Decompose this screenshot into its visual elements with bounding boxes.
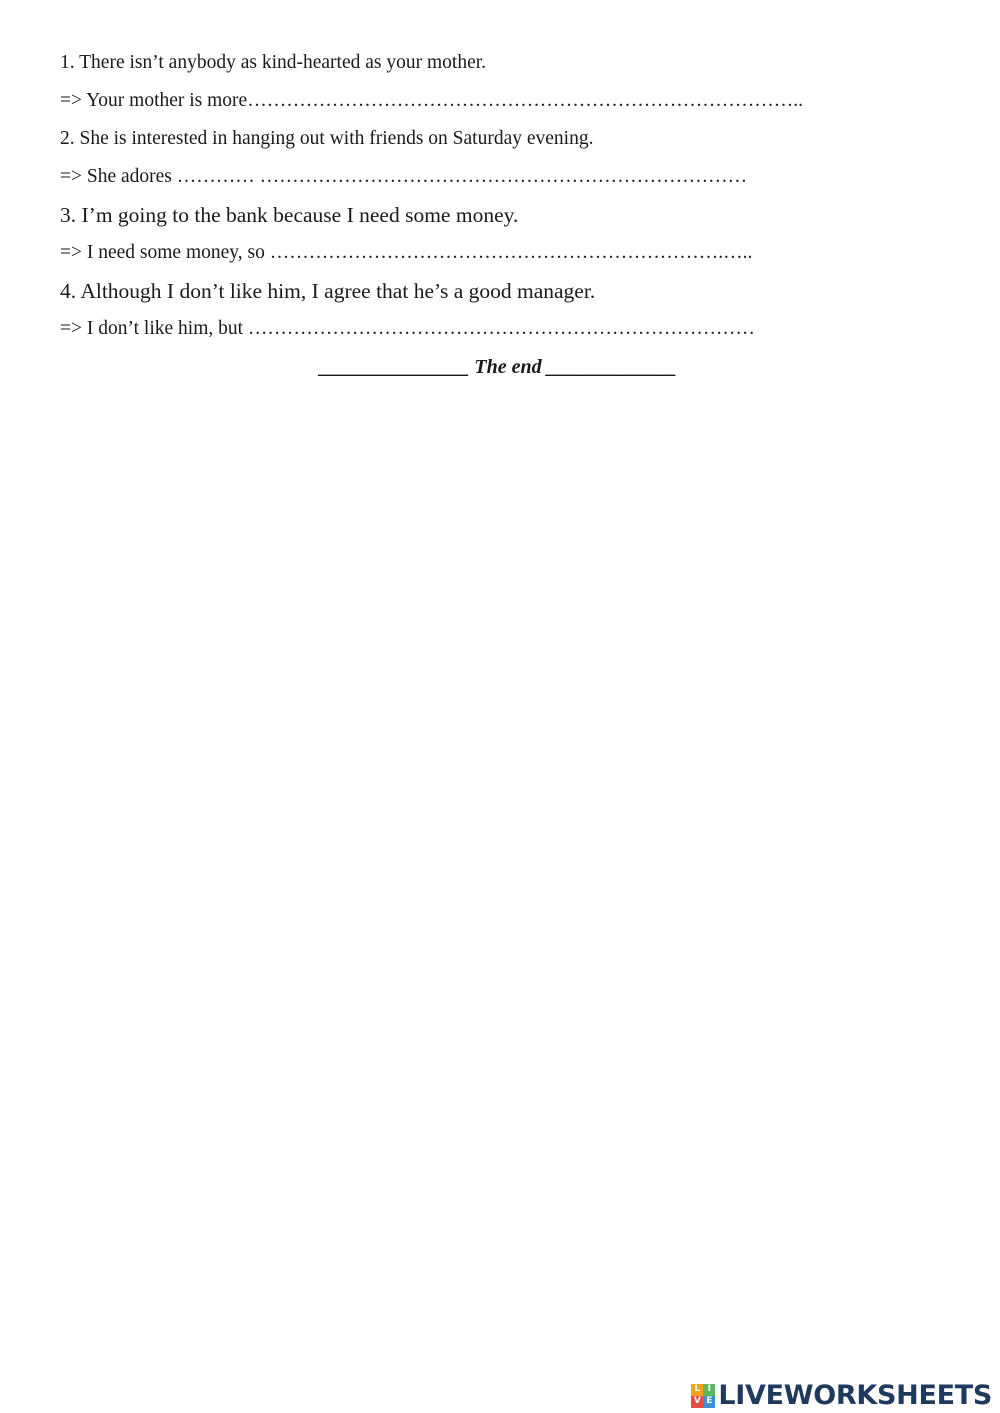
- logo-letter-i: I: [703, 1384, 715, 1396]
- logo-text: LIVEWORKSHEETS: [718, 1380, 992, 1411]
- logo-icon: [691, 1384, 715, 1408]
- question-4: 4. Although I don’t like him, I agree that he’s a good manager.: [60, 279, 596, 303]
- logo-letter-e: E: [703, 1396, 715, 1408]
- answer-line-4[interactable]: => I don’t like him, but ……………………………………………………………………: [60, 318, 755, 339]
- answer-line-1[interactable]: => Your mother is more…………………………………………………………………………..: [60, 90, 803, 111]
- logo-letter-v: V: [691, 1396, 703, 1408]
- question-2: 2. She is interested in hanging out with friends on Saturday evening.: [60, 128, 594, 149]
- answer-line-2[interactable]: => She adores ………… …………………………………………………………………: [60, 166, 748, 187]
- answer-line-3[interactable]: => I need some money, so …………………………………………………………….…..: [60, 242, 753, 263]
- the-end-line: _______________ The end _____________: [319, 356, 677, 378]
- worksheet: [60, 44, 940, 386]
- liveworksheets-logo: [691, 1382, 992, 1409]
- logo-letter-l: L: [691, 1384, 703, 1396]
- question-1: 1. There isn’t anybody as kind-hearted as your mother.: [60, 52, 487, 73]
- question-3: 3. I’m going to the bank because I need some money.: [60, 203, 519, 227]
